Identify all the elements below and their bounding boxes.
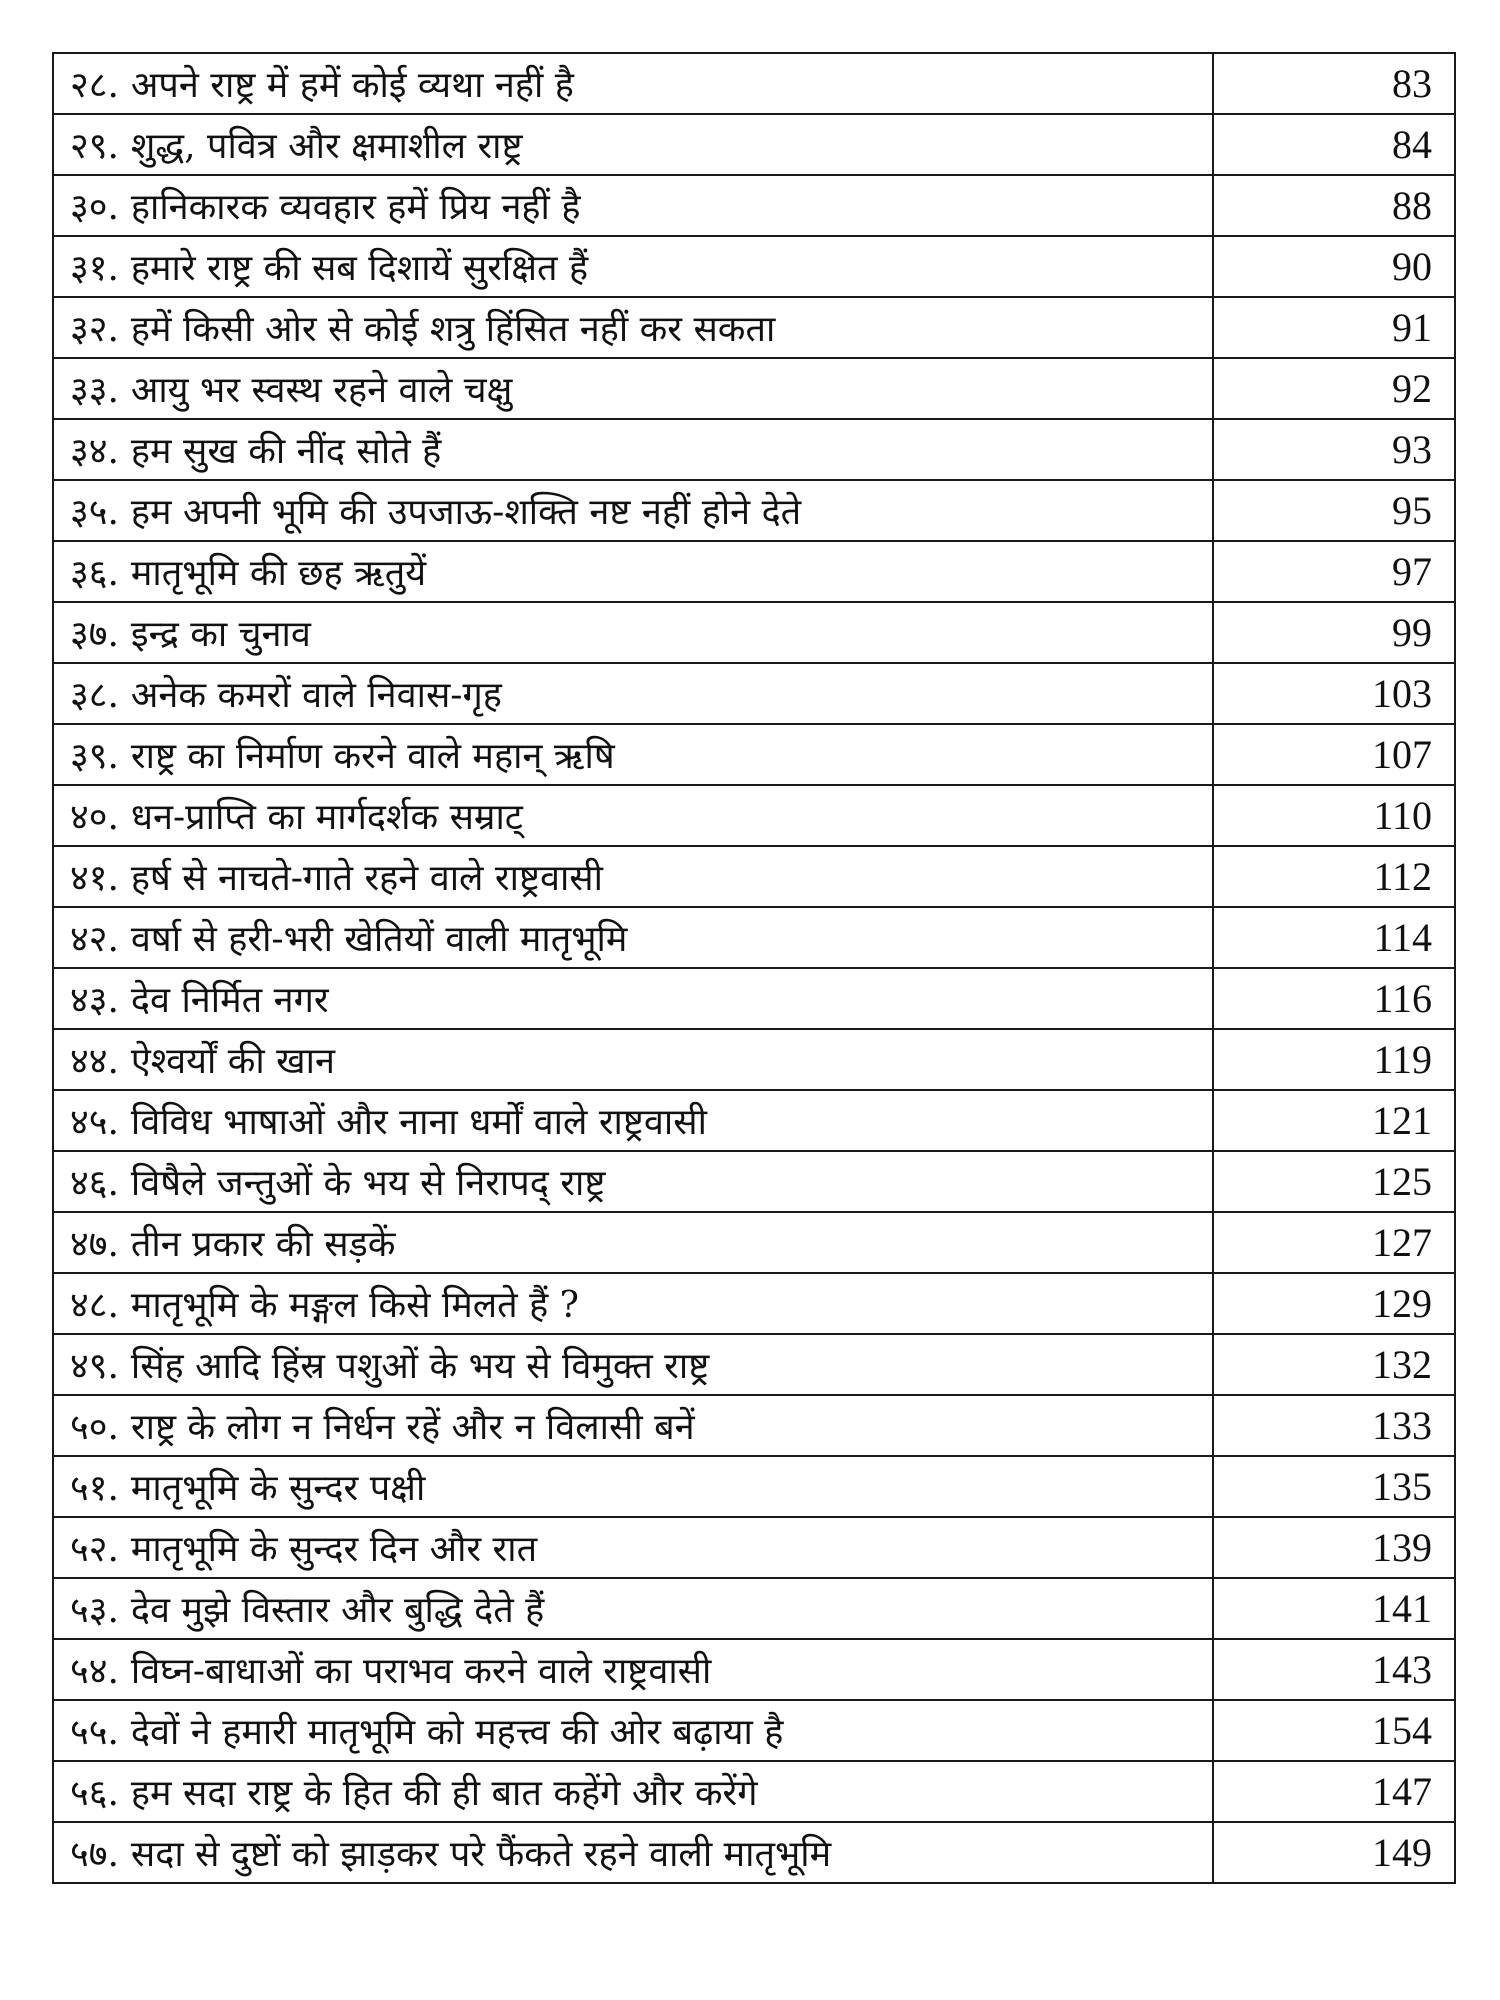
chapter-number: ५५. [70,1712,119,1753]
toc-row [53,968,1455,1029]
chapter-number: ४७. [70,1224,119,1265]
chapter-number: ५४. [70,1651,119,1692]
chapter-number: ४५. [70,1102,119,1143]
toc-title-cell [53,846,1213,907]
chapter-number: २९. [70,126,119,167]
page-number: 139 [1213,1517,1455,1578]
chapter-title: ऐश्वर्यों की खान [130,1041,335,1082]
toc-row [53,1822,1455,1883]
chapter-number: ३३. [70,370,119,411]
toc-title-cell [53,1151,1213,1212]
toc-row [53,785,1455,846]
chapter-title: हम अपनी भूमि की उपजाऊ-शक्ति नष्ट नहीं होने देते [130,492,802,533]
toc-row [53,602,1455,663]
chapter-number: ४८. [70,1285,119,1326]
chapter-number: ५६. [70,1773,119,1814]
toc-row [53,1700,1455,1761]
chapter-title: देवों ने हमारी मातृभूमि को महत्त्व की ओर बढ़ाया है [130,1712,784,1753]
chapter-title: देव निर्मित नगर [130,980,329,1021]
chapter-title: शुद्ध, पवित्र और क्षमाशील राष्ट्र [130,126,523,167]
chapter-number: ४६. [70,1163,119,1204]
toc-row [53,419,1455,480]
page-number: 141 [1213,1578,1455,1639]
chapter-title: सिंह आदि हिंस्र पशुओं के भय से विमुक्त राष्ट्र [130,1346,710,1387]
page-number: 132 [1213,1334,1455,1395]
toc-title-cell [53,1639,1213,1700]
page-number: 114 [1213,907,1455,968]
toc-row [53,1761,1455,1822]
chapter-number: ५१. [70,1468,119,1509]
toc-row [53,1578,1455,1639]
page-number: 125 [1213,1151,1455,1212]
toc-title-cell [53,175,1213,236]
chapter-title: धन-प्राप्ति का मार्गदर्शक सम्राट् [130,797,523,838]
chapter-number: ३६. [70,553,119,594]
chapter-title: हमारे राष्ट्र की सब दिशायें सुरक्षित हैं [130,248,589,289]
toc-title-cell [53,53,1213,114]
page-number: 99 [1213,602,1455,663]
toc-row [53,1212,1455,1273]
chapter-title: हमें किसी ओर से कोई शत्रु हिंसित नहीं कर सकता [130,309,776,350]
toc-title-cell [53,1029,1213,1090]
page-number: 147 [1213,1761,1455,1822]
page-number: 112 [1213,846,1455,907]
toc-row [53,724,1455,785]
page-number: 149 [1213,1822,1455,1883]
chapter-title: हानिकारक व्यवहार हमें प्रिय नहीं है [130,187,581,228]
chapter-title: मातृभूमि की छह ऋतुयें [130,553,427,594]
page-number: 133 [1213,1395,1455,1456]
toc-title-cell [53,1761,1213,1822]
toc-title-cell [53,663,1213,724]
toc-title-cell [53,480,1213,541]
toc-row [53,114,1455,175]
toc-row [53,236,1455,297]
toc-title-cell [53,1700,1213,1761]
toc-title-cell [53,1273,1213,1334]
toc-row [53,907,1455,968]
page-number: 95 [1213,480,1455,541]
chapter-number: ४१. [70,858,119,899]
chapter-title: आयु भर स्वस्थ रहने वाले चक्षु [130,370,513,411]
toc-title-cell [53,236,1213,297]
toc-title-cell [53,1517,1213,1578]
chapter-title: विविध भाषाओं और नाना धर्मों वाले राष्ट्रवासी [130,1102,707,1143]
chapter-number: ३७. [70,614,119,655]
chapter-title: अनेक कमरों वाले निवास-गृह [130,675,502,716]
toc-title-cell [53,1578,1213,1639]
toc-title-cell [53,114,1213,175]
toc-row [53,541,1455,602]
page-number: 119 [1213,1029,1455,1090]
toc-title-cell [53,1395,1213,1456]
chapter-number: ३१. [70,248,119,289]
chapter-title: हर्ष से नाचते-गाते रहने वाले राष्ट्रवासी [130,858,603,899]
chapter-title: अपने राष्ट्र में हमें कोई व्यथा नहीं है [130,65,574,106]
chapter-number: ५२. [70,1529,119,1570]
chapter-title: राष्ट्र का निर्माण करने वाले महान् ऋषि [130,736,615,777]
chapter-number: ३८. [70,675,119,716]
toc-row [53,358,1455,419]
page-number: 88 [1213,175,1455,236]
chapter-title: विषैले जन्तुओं के भय से निरापद् राष्ट्र [130,1163,606,1204]
toc-title-cell [53,1212,1213,1273]
page-number: 91 [1213,297,1455,358]
chapter-title: इन्द्र का चुनाव [130,614,311,655]
chapter-number: ३५. [70,492,119,533]
toc-row [53,297,1455,358]
page-number: 93 [1213,419,1455,480]
chapter-title: सदा से दुष्टों को झाड़कर परे फैंकते रहने वाली मातृभूमि [130,1834,832,1875]
chapter-number: ५७. [70,1834,119,1875]
chapter-title: मातृभूमि के सुन्दर पक्षी [130,1468,426,1509]
toc-title-cell [53,1456,1213,1517]
toc-body [53,53,1455,1883]
chapter-title: तीन प्रकार की सड़कें [130,1224,396,1265]
chapter-title: मातृभूमि के मङ्गल किसे मिलते हैं ? [130,1285,579,1326]
toc-title-cell [53,541,1213,602]
toc-row [53,1334,1455,1395]
chapter-number: ३०. [70,187,119,228]
toc-row [53,846,1455,907]
toc-title-cell [53,297,1213,358]
chapter-title: हम सदा राष्ट्र के हित की ही बात कहेंगे और करेंगे [130,1773,758,1814]
chapter-title: हम सुख की नींद सोते हैं [130,431,442,472]
page-number: 83 [1213,53,1455,114]
page-number: 103 [1213,663,1455,724]
chapter-title: वर्षा से हरी-भरी खेतियों वाली मातृभूमि [130,919,628,960]
chapter-title: विघ्न-बाधाओं का पराभव करने वाले राष्ट्रवासी [130,1651,712,1692]
toc-row [53,1273,1455,1334]
page-number: 90 [1213,236,1455,297]
toc-title-cell [53,785,1213,846]
page-number: 154 [1213,1700,1455,1761]
toc-title-cell [53,358,1213,419]
page-number: 110 [1213,785,1455,846]
toc-row [53,480,1455,541]
table-of-contents [52,52,1456,1884]
page-number: 97 [1213,541,1455,602]
chapter-number: २८. [70,65,119,106]
chapter-number: ४९. [70,1346,119,1387]
chapter-number: ४३. [70,980,119,1021]
chapter-number: ४४. [70,1041,119,1082]
toc-title-cell [53,1090,1213,1151]
toc-row [53,1395,1455,1456]
toc-title-cell [53,419,1213,480]
toc-row [53,663,1455,724]
toc-row [53,1151,1455,1212]
chapter-number: ५०. [70,1407,119,1448]
toc-row [53,53,1455,114]
toc-title-cell [53,602,1213,663]
page-number: 92 [1213,358,1455,419]
chapter-number: ५३. [70,1590,119,1631]
chapter-number: ३९. [70,736,119,777]
page-number: 135 [1213,1456,1455,1517]
toc-row [53,1029,1455,1090]
page-number: 121 [1213,1090,1455,1151]
page-number: 84 [1213,114,1455,175]
chapter-title: मातृभूमि के सुन्दर दिन और रात [130,1529,538,1570]
page-number: 127 [1213,1212,1455,1273]
chapter-number: ४०. [70,797,119,838]
toc-title-cell [53,724,1213,785]
toc-title-cell [53,907,1213,968]
page-number: 129 [1213,1273,1455,1334]
toc-row [53,1456,1455,1517]
chapter-title: देव मुझे विस्तार और बुद्धि देते हैं [130,1590,545,1631]
toc-row [53,1090,1455,1151]
toc-title-cell [53,968,1213,1029]
page-number: 143 [1213,1639,1455,1700]
toc-title-cell [53,1334,1213,1395]
chapter-number: ३२. [70,309,119,350]
toc-title-cell [53,1822,1213,1883]
page-number: 116 [1213,968,1455,1029]
toc-row [53,175,1455,236]
page-number: 107 [1213,724,1455,785]
toc-row [53,1639,1455,1700]
chapter-number: ४२. [70,919,119,960]
chapter-title: राष्ट्र के लोग न निर्धन रहें और न विलासी बनें [130,1407,695,1448]
chapter-number: ३४. [70,431,119,472]
toc-row [53,1517,1455,1578]
